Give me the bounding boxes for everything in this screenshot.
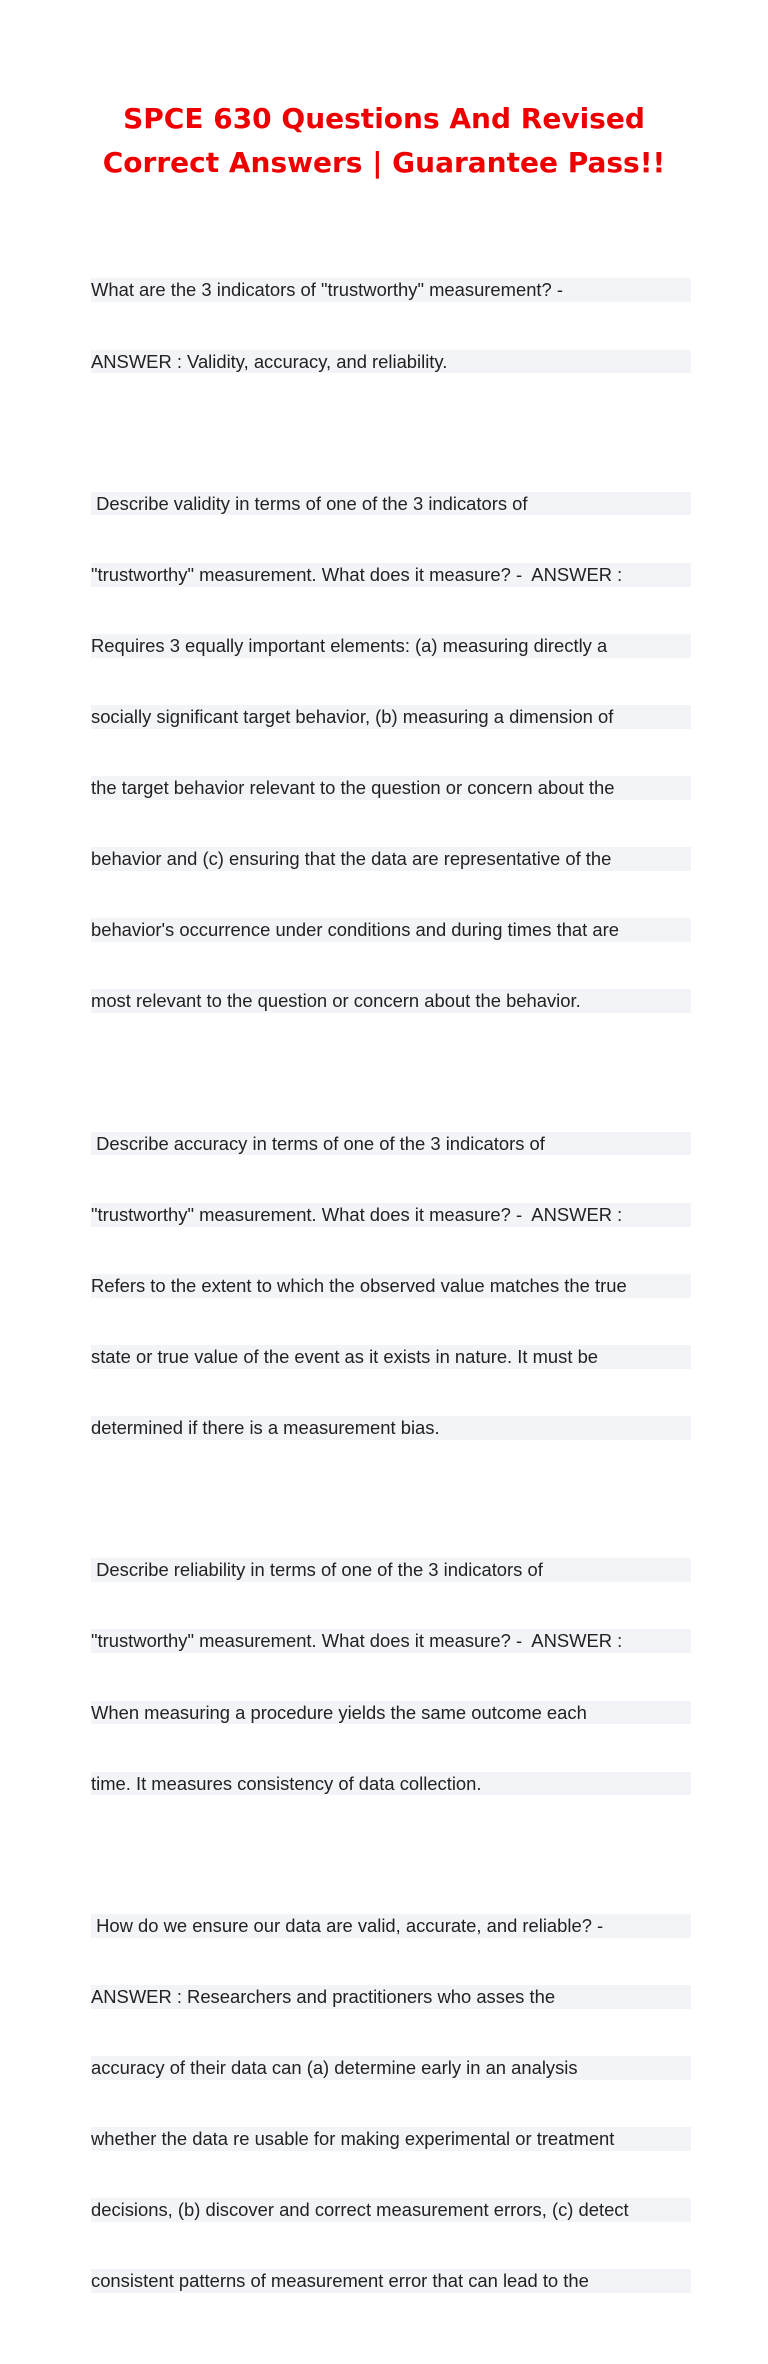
text-line: How do we ensure our data are valid, accurate, and reliable? -: [91, 1914, 691, 1938]
text-line: consistent patterns of measurement error that can lead to the: [91, 2269, 691, 2293]
text-line: What are the 3 indicators of "trustworthy" measurement? -: [91, 278, 691, 302]
text-line: determined if there is a measurement bias.: [91, 1416, 691, 1440]
qa-paragraph-2: [91, 444, 691, 1060]
text-line: the target behavior relevant to the question or concern about the: [91, 776, 691, 800]
qa-paragraph-3: [91, 1084, 691, 1487]
text-line: "trustworthy" measurement. What does it measure? - ANSWER :: [91, 563, 691, 587]
text-line: "trustworthy" measurement. What does it measure? - ANSWER :: [91, 1203, 691, 1227]
text-line: behavior's occurrence under conditions and during times that are: [91, 918, 691, 942]
text-line: Refers to the extent to which the observed value matches the true: [91, 1274, 691, 1298]
text-line: Describe validity in terms of one of the 3 indicators of: [91, 492, 691, 516]
title-line: SPCE 630 Questions And Revised: [123, 102, 645, 135]
text-line: state or true value of the event as it exists in nature. It must be: [91, 1345, 691, 1369]
qa-paragraph-5: [91, 1866, 691, 2340]
text-line: decisions, (b) discover and correct measurement errors, (c) detect: [91, 2198, 691, 2222]
text-line: most relevant to the question or concern about the behavior.: [91, 989, 691, 1013]
text-line: "trustworthy" measurement. What does it measure? - ANSWER :: [91, 1629, 691, 1653]
text-line: ANSWER : Validity, accuracy, and reliability.: [91, 350, 691, 374]
text-line: Describe reliability in terms of one of the 3 indicators of: [91, 1558, 691, 1582]
text-line: whether the data re usable for making experimental or treatment: [91, 2127, 691, 2151]
text-line: behavior and (c) ensuring that the data are representative of the: [91, 847, 691, 871]
document-body: [91, 231, 691, 2364]
text-line: Requires 3 equally important elements: (a) measuring directly a: [91, 634, 691, 658]
text-line: Describe accuracy in terms of one of the 3 indicators of: [91, 1132, 691, 1156]
text-line: When measuring a procedure yields the same outcome each: [91, 1701, 691, 1725]
qa-paragraph-4: [91, 1511, 691, 1843]
qa-paragraph-1: [91, 231, 691, 421]
document-title: [40, 97, 728, 185]
title-line: Correct Answers | Guarantee Pass!!: [102, 146, 666, 179]
text-line: socially significant target behavior, (b) measuring a dimension of: [91, 705, 691, 729]
text-line: ANSWER : Researchers and practitioners who asses the: [91, 1985, 691, 2009]
text-line: time. It measures consistency of data collection.: [91, 1772, 691, 1796]
text-line: accuracy of their data can (a) determine early in an analysis: [91, 2056, 691, 2080]
